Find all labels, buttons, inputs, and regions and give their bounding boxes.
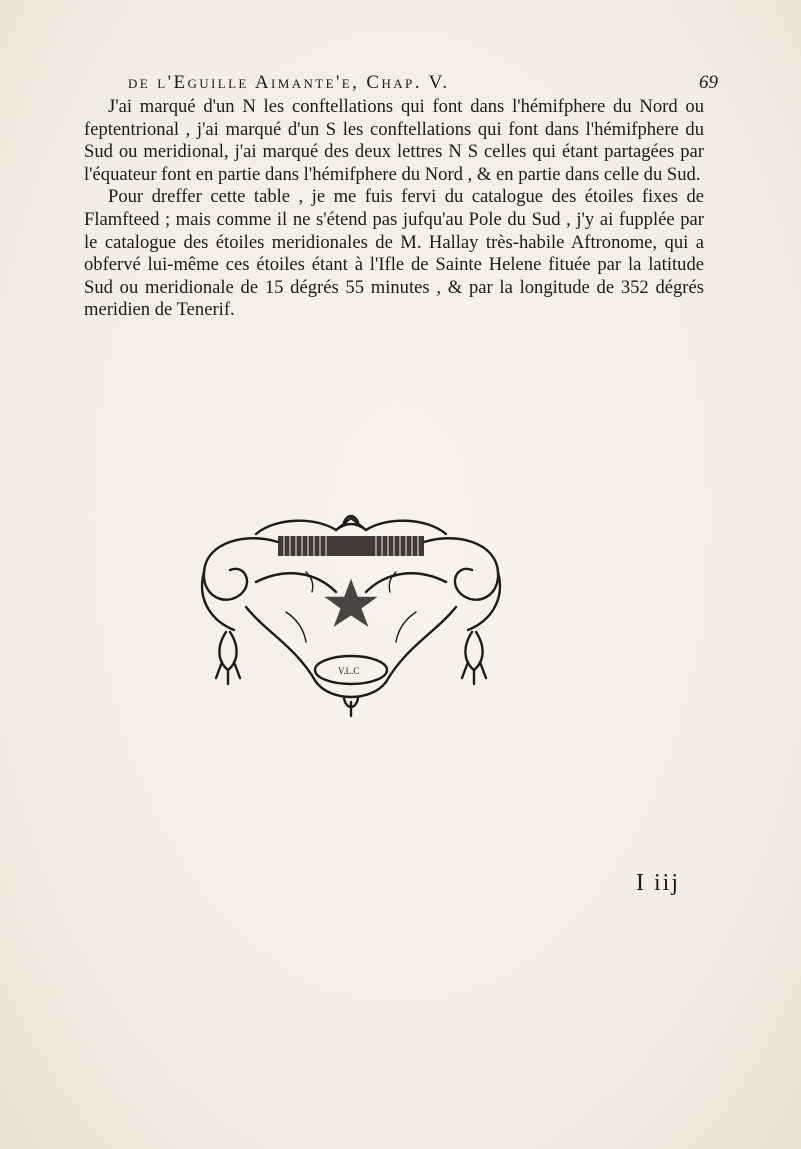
tailpiece-ornament	[186, 512, 516, 718]
signature-mark: I iij	[636, 870, 680, 896]
page-number: 69	[699, 72, 718, 93]
running-head-title: de l'Eguille Aimante'e, Chap. V.	[128, 72, 450, 93]
cartouche-text: V.L.C	[338, 666, 360, 676]
paragraph-2: Pour dreffer cette table , je me fuis fervi du catalogue des étoiles fixes de Flamfteed ; mais comme il ne s'étend pas jufqu'au Pole du Sud , j'y ai fupplée par le catalogue des étoiles meridionales de M. Hallay très-habile Aftronome, qui a obfervé lui-même ces étoiles étant à l'Ifle de Sainte Helene fituée par la latitude Sud ou meridionale de 15 dégrés 55 minutes , & par la longitude de 352 dégrés meridien de Tenerif.	[84, 186, 704, 321]
running-head	[128, 72, 718, 94]
paragraph-1: J'ai marqué d'un N les conftellations qui font dans l'hémifphere du Nord ou feptentrional , j'ai marqué d'un S les conftellations qui font dans l'hémifphere du Sud ou meridional, j'ai marqué des deux lettres N S celles qui étant partagées par l'équateur font en partie dans l'hémifphere du Nord , & en partie dans celle du Sud.	[84, 96, 704, 185]
body-text	[84, 96, 704, 322]
